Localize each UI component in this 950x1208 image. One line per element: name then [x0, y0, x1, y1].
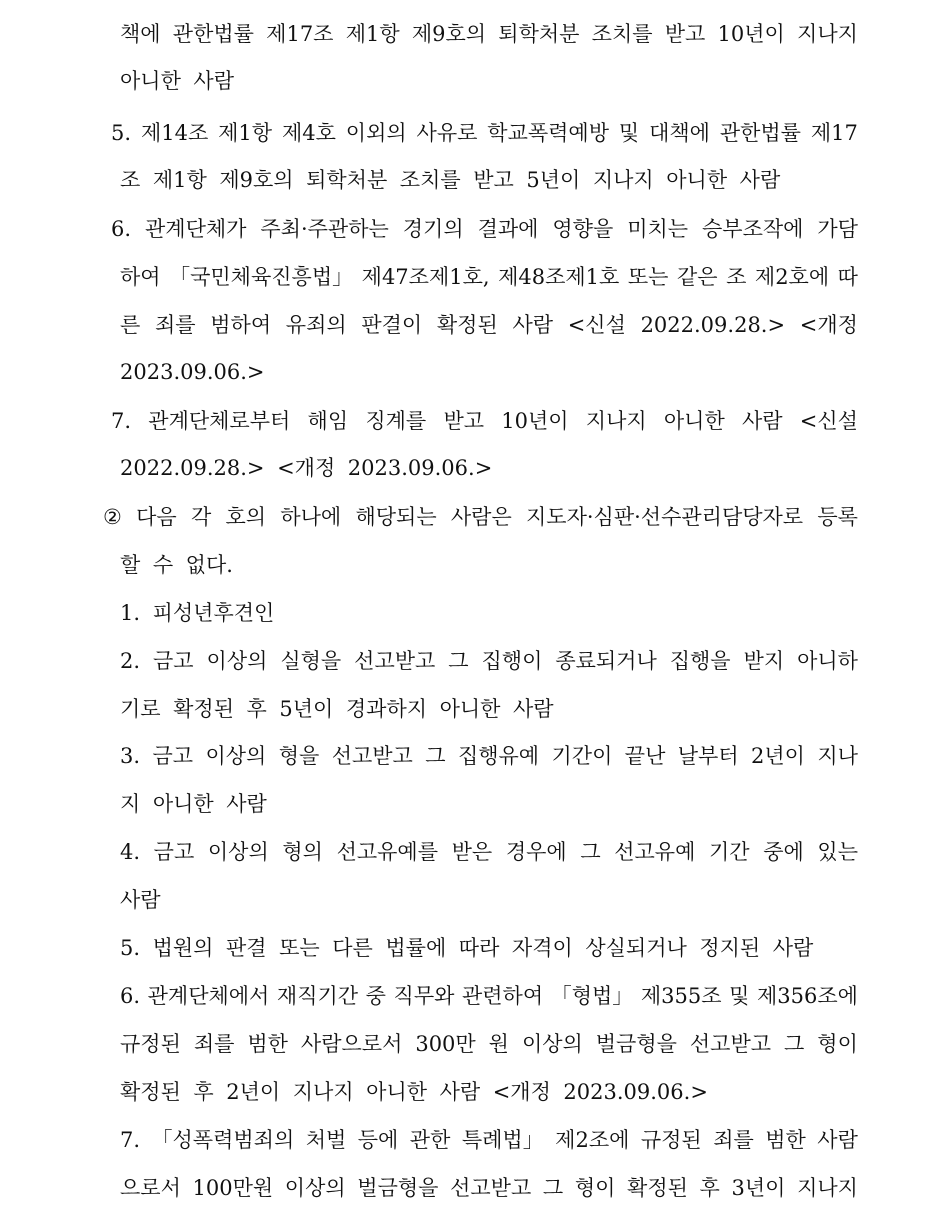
item-6-line-3	[120, 305, 858, 345]
word: 유죄의	[285, 313, 347, 337]
word: 집행이	[481, 649, 543, 673]
word: 등록	[817, 505, 858, 529]
word: 받고	[664, 22, 706, 46]
clause-2-item-2-line-1	[120, 641, 858, 681]
clause-2-line-1	[103, 497, 858, 537]
word: 범한	[765, 1128, 806, 1152]
word: 등에	[357, 1128, 399, 1152]
word: 제9호의	[411, 22, 487, 46]
word: 또는	[627, 265, 669, 289]
word: 직무와	[393, 984, 455, 1008]
word: 선고받고	[689, 1032, 772, 1056]
word: 및	[729, 984, 750, 1008]
word: 이외의	[345, 121, 407, 145]
clause-2-item-5: 5. 법원의 판결 또는 다른 법률에 따라 자격이 상실되거나 정지된 사람	[120, 936, 814, 960]
word: 선고받고	[450, 1176, 532, 1200]
word: 2022.09.28.>	[640, 313, 786, 337]
word: 형이	[574, 1176, 616, 1200]
word: 6.	[120, 984, 141, 1008]
word: <신설	[799, 409, 858, 433]
word: 징계를	[365, 409, 427, 433]
word: 선고유예	[614, 840, 696, 864]
word: 주최·주관하는	[260, 217, 389, 241]
word: 퇴학처분	[498, 22, 580, 46]
word: 미치는	[627, 217, 689, 241]
word: 제355조	[640, 984, 722, 1008]
word: 벌금형을	[357, 1176, 439, 1200]
word: 해당되는	[355, 505, 437, 529]
word: 및	[618, 121, 640, 145]
word: 그	[448, 649, 469, 673]
word: 「형법」	[550, 984, 634, 1008]
word: 선고받고	[354, 649, 436, 673]
word: 금고	[152, 744, 194, 768]
word: 조치를	[591, 22, 653, 46]
word: 300만	[415, 1032, 476, 1056]
clause-2-item-2-line-2: 기로 확정된 후 5년이 경과하지 아니한 사람	[120, 697, 554, 721]
word: 2.	[120, 649, 141, 673]
word: 그	[580, 840, 601, 864]
word: 관계단체에서	[147, 984, 270, 1008]
word: 지도자·심판·선수관리담당자로	[526, 505, 804, 529]
word: 「성폭력범죄의	[151, 1128, 295, 1152]
word: 이상의	[207, 840, 269, 864]
word: 다음	[136, 505, 177, 529]
word: 지나	[817, 744, 858, 768]
word: 관한	[409, 1128, 451, 1152]
word: <신설	[567, 313, 626, 337]
word: 중	[365, 984, 386, 1008]
word: 있는	[817, 840, 858, 864]
word: 조	[726, 265, 747, 289]
clause-2-item-3-line-2: 지 아니한 사람	[120, 792, 267, 816]
word: 아니한	[663, 409, 725, 433]
word: 죄를	[193, 1032, 235, 1056]
word: 경기의	[402, 217, 464, 241]
word: 재직기간	[276, 984, 359, 1008]
word: 10년이	[717, 22, 785, 46]
word: 하여	[120, 265, 161, 289]
word: 2년이	[751, 744, 805, 768]
clause-2-line-2: 할 수 없다.	[120, 553, 233, 577]
word: 확정된	[436, 313, 498, 337]
clause-2-item-7-line-2	[120, 1168, 858, 1208]
word: 관한법률	[172, 22, 254, 46]
word: 사람	[512, 313, 554, 337]
word: 형의	[282, 840, 323, 864]
word: 으로서	[120, 1176, 181, 1200]
item-5-line-1	[111, 113, 858, 153]
word: 「국민체육진흥법」	[169, 265, 354, 289]
item-5-line-2: 조 제1항 제9호의 퇴학처분 조치를 받고 5년이 지나지 아니한 사람	[120, 168, 781, 192]
word: 경우에	[505, 840, 567, 864]
word: 사람은	[450, 505, 512, 529]
word: 3.	[120, 744, 141, 768]
text-line-2: 아니한 사람	[120, 69, 234, 93]
word: 100만원	[192, 1176, 274, 1200]
word: 받은	[451, 840, 493, 864]
word: 집행유예	[457, 744, 540, 768]
word: 금고	[153, 649, 194, 673]
word: 학교폭력예방	[487, 121, 609, 145]
item-7-line-1	[111, 401, 858, 441]
word: 제4호	[281, 121, 336, 145]
word: 기간	[709, 840, 750, 864]
item-6-line-4: 2023.09.06.>	[120, 360, 265, 384]
clause-2-item-3-line-1	[120, 736, 858, 776]
word: 끝난	[624, 744, 666, 768]
word: 받고	[443, 409, 485, 433]
word: 영향을	[552, 217, 614, 241]
word: 제1항	[345, 22, 400, 46]
word: 벌금형을	[595, 1032, 677, 1056]
word: 그	[425, 744, 446, 768]
word: 제2조에	[555, 1128, 630, 1152]
word: 3년이	[731, 1176, 786, 1200]
word: 5.	[111, 121, 132, 145]
word: 제356조에	[756, 984, 858, 1008]
clause-2-item-4-line-1	[120, 832, 858, 872]
word: 규정된	[640, 1128, 702, 1152]
word: 가담	[817, 217, 858, 241]
word: 제17	[810, 121, 858, 145]
clause-2-item-6-line-2	[120, 1024, 858, 1064]
word: 사람으로서	[300, 1032, 403, 1056]
word: 금고	[153, 840, 195, 864]
clause-2-item-4-line-2: 사람	[120, 888, 161, 912]
word: 아니하	[797, 649, 858, 673]
word: 그	[542, 1176, 564, 1200]
word: 이상의	[521, 1032, 583, 1056]
word: 이상의	[205, 744, 267, 768]
word: 해임	[307, 409, 349, 433]
text-line-1	[120, 14, 858, 54]
word: 규정된	[120, 1032, 181, 1056]
item-6-line-1	[111, 209, 858, 249]
word: 확정된	[627, 1176, 688, 1200]
word: 받지	[743, 649, 785, 673]
word: 제47조제1호,	[361, 265, 490, 289]
clause-2-item-7-line-1	[120, 1120, 858, 1160]
word: 4.	[120, 840, 141, 864]
word: 른	[120, 313, 141, 337]
word: 선고받고	[331, 744, 413, 768]
word: <개정	[799, 313, 858, 337]
word: 후	[699, 1176, 720, 1200]
word: 제17조	[266, 22, 334, 46]
word: 관계단체로부터	[148, 409, 291, 433]
word: 특례법」	[461, 1128, 544, 1152]
word: 제48조제1호	[498, 265, 620, 289]
word: 지나지	[585, 409, 647, 433]
word: 선고유예를	[336, 840, 438, 864]
word: 승부조작에	[702, 217, 804, 241]
word: 지나지	[797, 22, 858, 46]
word: 관계단체가	[145, 217, 247, 241]
word: 제1항	[218, 121, 273, 145]
word: 사유로	[416, 121, 478, 145]
word: 날부터	[677, 744, 739, 768]
item-7-line-2: 2022.09.28.> <개정 2023.09.06.>	[120, 456, 493, 480]
word: 판결이	[361, 313, 423, 337]
word: 형을	[278, 744, 320, 768]
word: 6.	[111, 217, 132, 241]
word: 관한법률	[719, 121, 801, 145]
clause-2-item-6-line-1	[120, 976, 858, 1016]
word: 제2호에	[754, 265, 830, 289]
clause-2-item-6-line-3: 확정된 후 2년이 지나지 아니한 사람 <개정 2023.09.06.>	[120, 1080, 708, 1104]
word: ②	[103, 505, 122, 529]
word: 형이	[817, 1032, 858, 1056]
word: 종료되거나	[555, 649, 657, 673]
word: 원	[488, 1032, 509, 1056]
word: 결과에	[477, 217, 539, 241]
word: 책에	[120, 22, 161, 46]
word: 실형을	[280, 649, 342, 673]
word: 7.	[111, 409, 132, 433]
word: 같은	[676, 265, 718, 289]
word: 기간이	[551, 744, 613, 768]
word: 범하여	[210, 313, 272, 337]
word: 호의	[225, 505, 267, 529]
word: 제14조	[140, 121, 209, 145]
word: 이상의	[284, 1176, 346, 1200]
word: 따	[837, 265, 858, 289]
word: 대책에	[649, 121, 710, 145]
word: 그	[784, 1032, 805, 1056]
word: 각	[190, 505, 212, 529]
word: 처벌	[305, 1128, 347, 1152]
word: 집행을	[669, 649, 731, 673]
item-6-line-2	[120, 257, 858, 297]
clause-2-item-1: 1. 피성년후견인	[120, 601, 275, 625]
word: 지나지	[797, 1176, 858, 1200]
word: 범한	[247, 1032, 288, 1056]
word: 관련하여	[461, 984, 544, 1008]
word: 중에	[763, 840, 804, 864]
word: 하나에	[280, 505, 342, 529]
word: 7.	[120, 1128, 141, 1152]
word: 사람	[817, 1128, 858, 1152]
word: 이상의	[206, 649, 268, 673]
word: 10년이	[501, 409, 569, 433]
word: 죄를	[154, 313, 196, 337]
word: 사람	[741, 409, 783, 433]
word: 죄를	[713, 1128, 754, 1152]
